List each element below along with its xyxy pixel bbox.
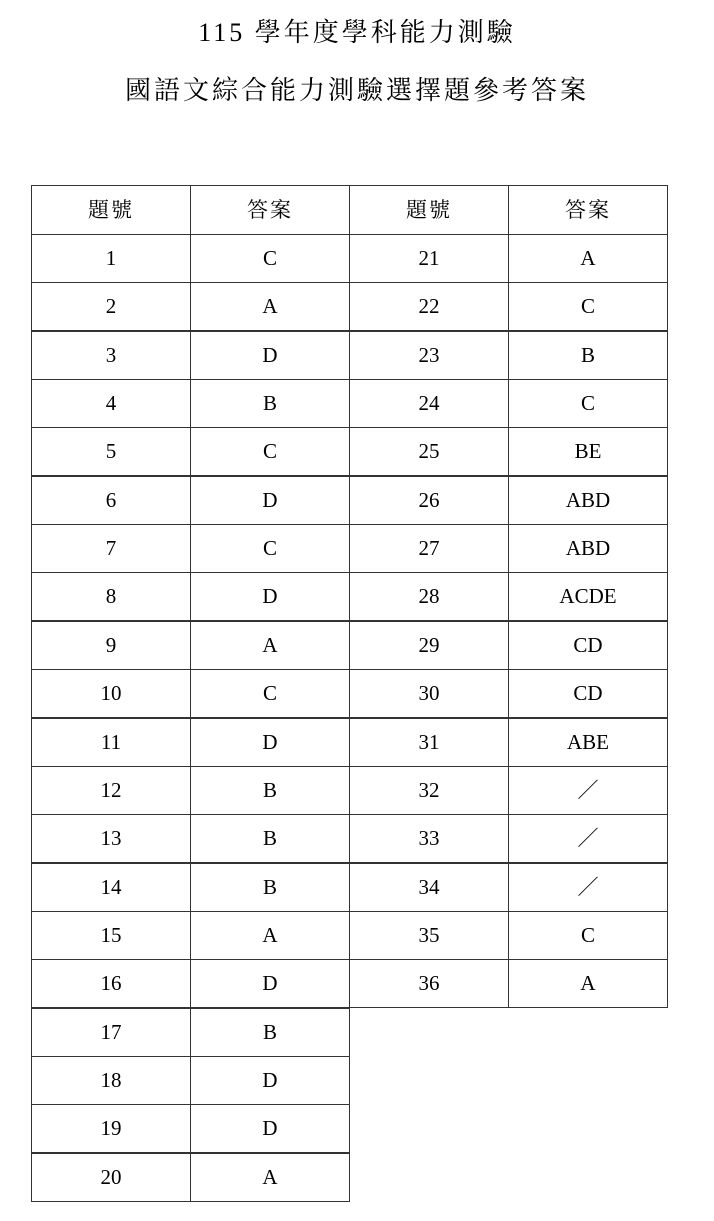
question-number: 10 [31,669,191,718]
question-number: 6 [31,476,191,525]
answer-value: A [190,911,350,960]
header-answer-left: 答案 [190,185,350,235]
question-number: 36 [349,959,509,1008]
question-number: 24 [349,379,509,428]
header-number-left: 題號 [31,185,191,235]
question-number: 3 [31,331,191,380]
question-number: 8 [31,572,191,621]
question-number: 23 [349,331,509,380]
answer-value: A [190,1153,350,1202]
question-number: 17 [31,1008,191,1057]
answer-value: D [190,572,350,621]
header-number-right: 題號 [349,185,509,235]
question-number: 15 [31,911,191,960]
answer-value: C [190,524,350,573]
question-number: 14 [31,863,191,912]
question-number: 28 [349,572,509,621]
answer-value: ABE [508,718,668,767]
question-number: 21 [349,234,509,283]
answer-value: D [190,331,350,380]
answer-value: D [190,1104,350,1153]
answer-value: B [190,766,350,815]
answer-value: C [190,234,350,283]
answer-value: BE [508,427,668,476]
page-subtitle: 國語文綜合能力測驗選擇題參考答案 [124,76,589,105]
answer-value: ACDE [508,572,668,621]
question-number: 11 [31,718,191,767]
question-number: 29 [349,621,509,670]
answer-value: C [508,379,668,428]
question-number: 2 [31,282,191,331]
question-number: 13 [31,814,191,863]
answer-value: B [190,863,350,912]
question-number: 27 [349,524,509,573]
answer-value: A [508,959,668,1008]
answer-value: C [190,669,350,718]
question-number: 31 [349,718,509,767]
answer-value: D [190,959,350,1008]
answer-value: ／ [508,863,668,912]
answer-value: B [190,1008,350,1057]
answer-value: C [508,282,668,331]
answer-value: ／ [508,766,668,815]
question-number: 1 [31,234,191,283]
answer-value: A [508,234,668,283]
question-number: 19 [31,1104,191,1153]
answer-value: ABD [508,476,668,525]
answer-value: D [190,718,350,767]
question-number: 4 [31,379,191,428]
question-number: 32 [349,766,509,815]
question-number: 7 [31,524,191,573]
question-number: 25 [349,427,509,476]
answer-value: C [508,911,668,960]
answer-value: CD [508,669,668,718]
page-title: 115 學年度學科能力測驗 [198,18,516,47]
question-number: 22 [349,282,509,331]
answer-value: B [190,814,350,863]
answer-value: CD [508,621,668,670]
answer-value: A [190,621,350,670]
question-number: 20 [31,1153,191,1202]
answer-value: A [190,282,350,331]
answer-value: D [190,476,350,525]
question-number: 26 [349,476,509,525]
question-number: 18 [31,1056,191,1105]
answer-value: C [190,427,350,476]
header-answer-right: 答案 [508,185,668,235]
answer-value: D [190,1056,350,1105]
question-number: 12 [31,766,191,815]
question-number: 33 [349,814,509,863]
question-number: 35 [349,911,509,960]
answer-value: B [190,379,350,428]
question-number: 9 [31,621,191,670]
answer-value: B [508,331,668,380]
question-number: 34 [349,863,509,912]
answer-value: ／ [508,814,668,863]
question-number: 5 [31,427,191,476]
question-number: 30 [349,669,509,718]
answer-value: ABD [508,524,668,573]
question-number: 16 [31,959,191,1008]
